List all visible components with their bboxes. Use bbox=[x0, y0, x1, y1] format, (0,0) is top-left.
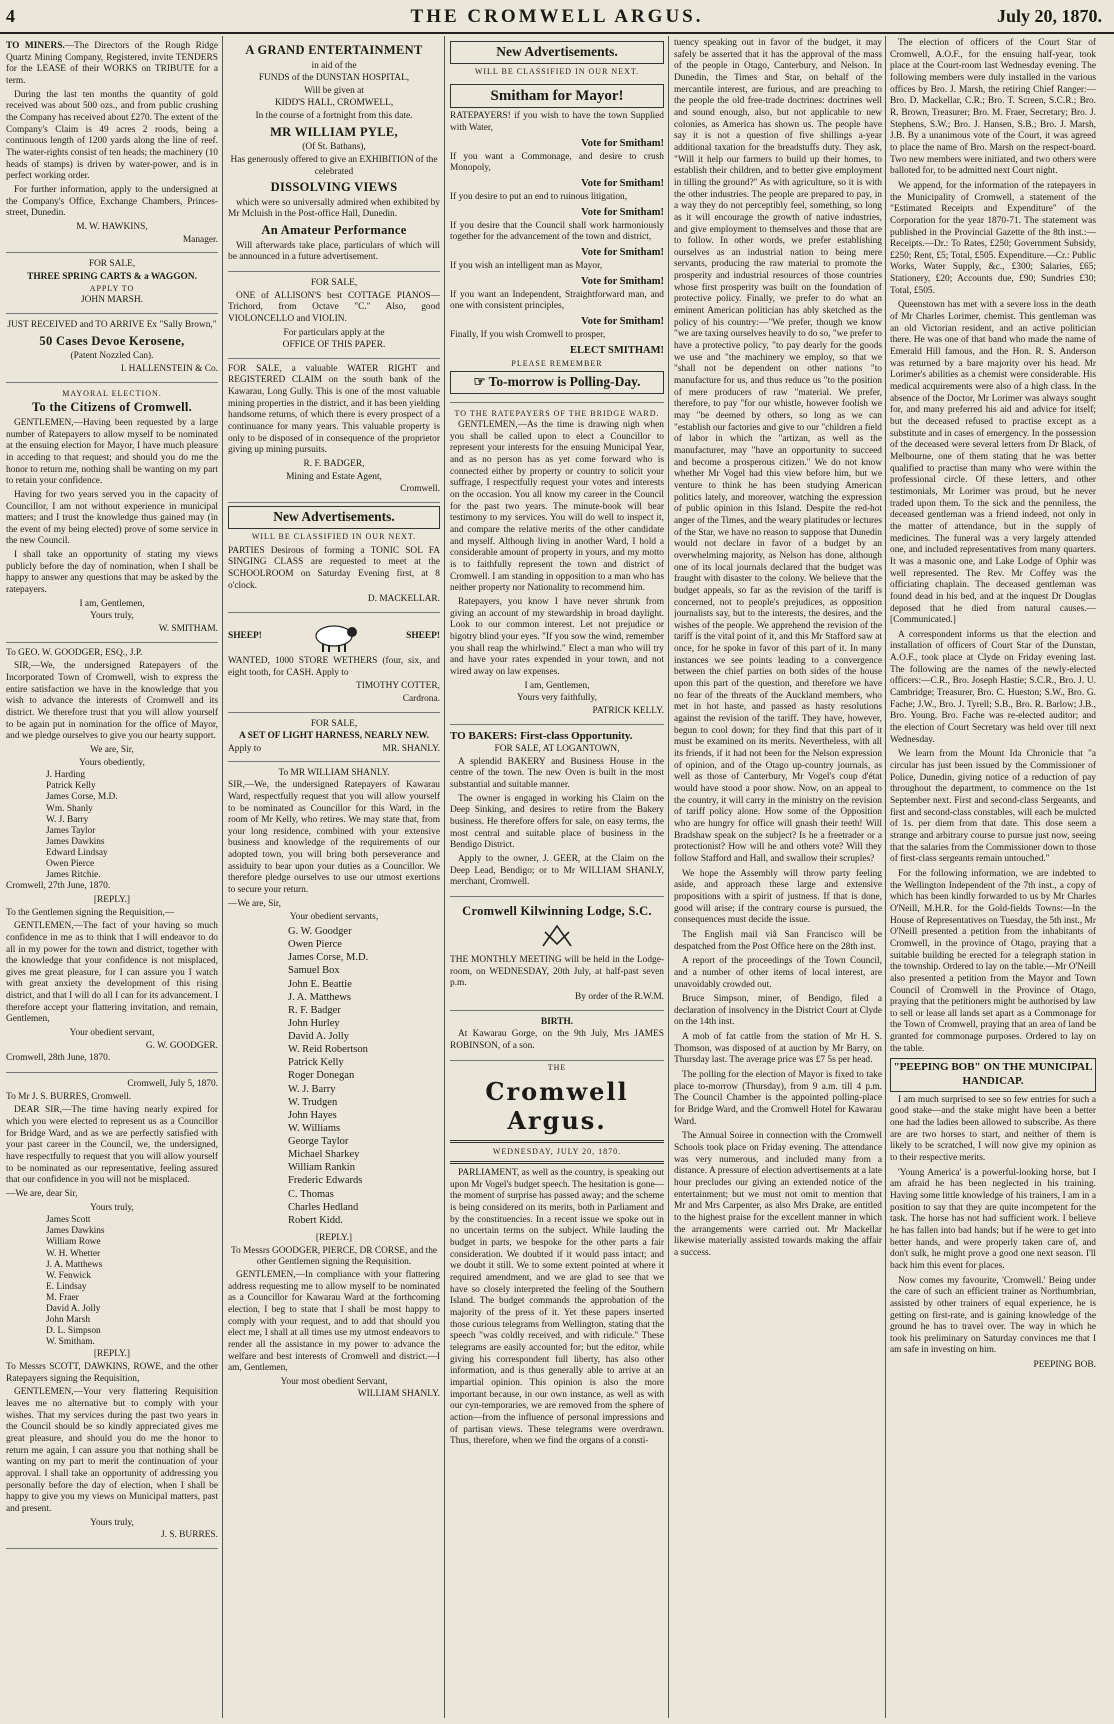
vote-line: Vote for Smitham! bbox=[581, 246, 664, 258]
signatory: W. Reid Robertson bbox=[288, 1044, 368, 1056]
entertainment-from: (Of St. Bathans), bbox=[302, 142, 366, 153]
signatory: W. J. Barry bbox=[288, 1083, 336, 1095]
shanly-para: SIR,—We, the undersigned Ratepayers of Kawarau Ward, respectfully request that you will allow yourself to be nominated as Councillor for this Ward, in the room of Mr Kelly, who retires. We may state that, from your long residence, combined with your extensive business and knowledge of the requirements of our adopted town, you will bring both perseverance and assiduity to bear upon your duties as a Councillor. We therefore pledge ourselves to use our utmost exertions to secure your return. bbox=[228, 780, 440, 896]
reply-3-yours: Your most obedient Servant, bbox=[280, 1376, 388, 1387]
page-number: 4 bbox=[6, 6, 15, 26]
new-advertisements-banner: New Advertisements. bbox=[228, 506, 440, 529]
sheep-right-label: SHEEP! bbox=[406, 631, 440, 642]
double-rule bbox=[450, 1140, 664, 1143]
entertainment-hall: KIDD'S HALL, CROMWELL, bbox=[274, 98, 394, 109]
compass-square-icon bbox=[537, 922, 577, 950]
new-advertisements-sub: WILL BE CLASSIFIED IN OUR NEXT. bbox=[474, 66, 640, 76]
signatory: Patrick Kelly bbox=[288, 1057, 344, 1069]
citizens-signature: W. SMITHAM. bbox=[158, 624, 218, 635]
signatory: Roger Donegan bbox=[288, 1070, 355, 1082]
signatory: David A. Jolly bbox=[288, 1031, 349, 1043]
signatory: C. Thomas bbox=[288, 1188, 334, 1200]
vote-line: Vote for Smitham! bbox=[581, 206, 664, 218]
lodge-heading: Cromwell Kilwinning Lodge, S.C. bbox=[462, 904, 652, 919]
bakers-para-3: Apply to the owner, J. GEER, at the Claim on the Deep Lead, Bendigo; or to Mr WILLIAM SHANLY, merchant, Cromwell. bbox=[450, 854, 664, 888]
kerosene-signature: I. HALLENSTEIN & Co. bbox=[120, 363, 218, 374]
vote-line: Vote for Smitham! bbox=[581, 275, 664, 287]
entertainment-performer: MR WILLIAM PYLE, bbox=[270, 124, 398, 139]
vote-line: Vote for Smitham! bbox=[581, 177, 664, 189]
bridge-ward-para-2: Ratepayers, you know I have never shrunk from giving an account of my stewardship in broad daylight. Look to our common interest. Let not prejudice or bigotry blind your eyes. "If you sow the wind, remember you shall reap the whirlwind." Elect a man who will try and have your rates expended in your town, and not wired away on law expenses. bbox=[450, 596, 664, 677]
goodger-date: Cromwell, 27th June, 1870. bbox=[6, 881, 111, 892]
goodger-requisition bbox=[6, 645, 218, 1073]
birth-notice bbox=[450, 1013, 664, 1061]
reply-1-para: GENTLEMEN,—The fact of your having so much confidence in me as to think that I will endeavor to do all in my power for the town and district, together with the knowledge that your confidence is not misplaced, gives me great pleasure, for I can assure you I watch with great anxiety the development of this rising district, and that I will do all I can for its advancement. I therefore accept your flattering invitation, and remain, Gentlemen, bbox=[6, 921, 218, 1025]
miners-signature: M. W. HAWKINS, bbox=[76, 221, 148, 232]
signatory: W. H. Whetter bbox=[46, 1248, 101, 1259]
harness-heading: FOR SALE, bbox=[310, 718, 358, 729]
signatory: James Ritchie. bbox=[46, 870, 101, 881]
signatory: William Rankin bbox=[288, 1162, 355, 1174]
signatory: J. A. Matthews bbox=[288, 991, 351, 1003]
signatory: John Hurley bbox=[288, 1017, 340, 1029]
bakers-sale: FOR SALE, AT LOGANTOWN, bbox=[494, 744, 620, 755]
signatory: Samuel Box bbox=[288, 965, 340, 977]
handicap-para-2: 'Young America' is a powerful-looking horse, but I am afraid he has been neglected in his training. Having some little knowledge of his trainers, I am in a position to say that they are quite incompetent for the task. The horse has not had sufficient work. I believe he has fallen into bad hands; but if he were to get into better hands, and were properly taken care of, and don't sulk, he might prove a good one next season. I'll back him this event for places. bbox=[890, 1167, 1096, 1271]
miners-heading: TO MINERS. bbox=[6, 41, 65, 51]
news-item: Queenstown has met with a severe loss in the death of Mr Charles Lorimer, chemist. This gentleman was an old Victorian resident, and an active politician there. He was one of that band who made the name of Emerald Hill famous, and the Hon. R. S. Anderson was returned by a bare majority over his head. Mr Lorimer's abilities as a chemist were considerable. His medical acquirements were also of a high class. In the absence of the Doctor, Mr Lorimer was always sought for, and many preferred his aid and advice for itself; but the deceased refused to practise except as a substitute and in cases of emergency. In the possession of the deceased were several letters from Dr Black, of Melbourne, one of them stating that he was better qualified to practise than many who were within the professional circle. Of these letters, and other testimonials, Mr Lorimer was proud, but he never traded upon them. To the sick and the penniless, the deceased gentleman was a friend indeed, not only in the matter of attendance, but in the supply of medicines. The funeral was a very largely attended one, and included representatives from many quarters. It was a masonic one, and Lake Lodge of Ophir was well represented. The Rev. Mr Coffey was the officiating chaplain. The deceased gentleman was found dead in his bed, and at the inquest Dr Douglas deposed that he died from natural causes.—[Communicated.] bbox=[890, 300, 1096, 626]
dissolving-views: DISSOLVING VIEWS bbox=[270, 180, 398, 195]
sheep-row bbox=[228, 618, 440, 656]
amateur-performance: An Amateur Performance bbox=[261, 223, 407, 238]
double-rule bbox=[450, 1161, 664, 1164]
column-rule bbox=[222, 36, 223, 1718]
column-5 bbox=[890, 38, 1096, 1718]
signatory: David A. Jolly bbox=[46, 1304, 101, 1315]
handicap-para-1: I am much surprised to see so few entries for such a good stake—and the stake might have been a better one had the ladies been allowed to subscribe. As there are are two horses to start, and neither of them is likely to be scratched, I will now give my opinion as to their respective merits. bbox=[890, 1094, 1096, 1163]
signatory: William Rowe bbox=[46, 1237, 101, 1248]
reply-2-signature: J. S. BURRES. bbox=[160, 1530, 218, 1541]
news-item: The election of officers of the Court Star of Cromwell, A.O.F., for the ensuing half-year, took place at the Court-room last Wednesday evening. The following members were duly installed in the various offices by Bro. J. Marsh, the retiring Chief Ranger:—Bro. D. Mackellar, C.R.; Bro. T. Screen, S.C.R.; Bro. R. Brown, Treasurer; Bro. M. Fraer, Secretary; Bro. J. Stephens, S.W.; Bro. J. Hansen, S.B.; Bro. J. Marsh, J.B. By a unanimous vote of the Court, it was agreed to place the name of Bro. Marsh on the respect-board. Two new members were initiated, and two others were balloted for, to be admitted next Court night. bbox=[890, 38, 1096, 177]
signatory: George Taylor bbox=[288, 1136, 349, 1148]
harness-advert bbox=[228, 715, 440, 762]
elect-smitham: ELECT SMITHAM! bbox=[569, 344, 664, 356]
citizens-heading: To the Citizens of Cromwell. bbox=[31, 400, 193, 415]
lodge-order: By order of the R.W.M. bbox=[575, 992, 664, 1003]
editorial-continued: tuency speaking out in favor of the budget, it may safely be asserted that it has the approval of the mass of the people in Otago, Canterbury, and Nelson. In Dunedin, the Times and Star, on behalf of the mercantile interest, are furious, and are preaching to the people the old free-trade doctrines: doctrines well and sound enough, also, but not applicable to new colonies, as America has shown us. The people have say it is not a question of five shillings a-year additional taxation for the breadstuffs duty. They ask, "Will it help our farmers to build up their homes, to establish their children, and to better give employment in tilling the ground?" As with agriculture, so it is with the other industries. The people are prepared to pay, in a way they do not perceptibly feel, something, so long as it will encourage the growth of native industries, and give employment to themselves and those that are to follow. In other words, we prefer establishing ourselves as an industrial nation to being mere servants, producing the raw material to promote the prosperity and industrial resources of those countries whose first prosperity was built on the foundation of protective policy. Finally, we prefer to do what an eminent American politician has ably sketched as the policy of his country:—"We prefer, though we know "we are taxing ourselves heavily to do so, "we prefer to have a protective policy, "to pay dearly for the goods we use and "the machinery we employ, so that we "shall not be dependent on other nations "to manufacture for us, and thus reduce us "to the position of mere producers of raw "material. We prefer, therefore, to pay "for our whistle, however foolish we may "be deemed by others, so long as we can "establish our factories and give to our "children a field of labor in which the "artizan, as well as the manufacturer, may "have an opportunity to succeed and become a prosperous citizen." We do not know whether Mr Vogel had this view before him, but we venture to think he has been studying American politics lately, and moreover, watching the expression of public opinion in this Island. Despite the red-hot anger of the Times, and the weary platitudes or lectures of the Star, we have no reason to suppose that Dunedin would not declare in favor of a budget by an overwhelming majority, as Nelson has done, although one of its local journals declared that the budget was fraught with disaster to the colony. We believe that the budget appeals, so far as the revision of the tariff is concerned, not to people's prejudices, as opposition journalists say, but to the interests, the desires, and the wishes of the people. We apprehend the revision of the tariff is the vital point of it, and this Mr Stafford saw at once, for he spoke in favor of this part of it. In many instances we see points leading to a convergence between the chief parties on both sides of the house upon this part of the question, and therefore we have no fear of the threats of the Auckland members, who met in hot haste, and passed as hasty resolutions against the revision of the tariff. They have, however, begun to cool down; for they find that this part of it must be examined on its merits. Nevertheless, with all its friends, if it had not been for the Nelson expression of opinion, and of the Otago up-country journals, as well as those of Canterbury, Mr Vogel's coup d'état would have stood a poor show. Now, on an appeal to the country, it will carry in the ministry on the revision of tariff policy alone. How some of the Opposition who are hungry for office will gnash their teeth! Will Bradshaw speak on the subject? Is he a freetrader or a protectionist? How will he and others vote? Will they follow Stafford and Hall, and swallow their scruples? bbox=[674, 38, 882, 864]
entertainment-para-3: Will afterwards take place, particulars of which will be announced in a future advertisement. bbox=[228, 240, 440, 263]
signatory: W. Trudgen bbox=[288, 1096, 338, 1108]
mayoral-election: MAYORAL ELECTION. bbox=[62, 388, 162, 398]
reply-1-date: Cromwell, 28th June, 1870. bbox=[6, 1053, 111, 1064]
smitham-advert bbox=[450, 78, 664, 404]
vote-line: Vote for Smitham! bbox=[581, 315, 664, 327]
smitham-line: If you desire to put an end to ruinous litigation, bbox=[450, 191, 628, 202]
news-item: A report of the proceedings of the Town Council, and a number of other items of local interest, are unavoidably crowded out. bbox=[674, 956, 882, 990]
carts-apply: APPLY TO bbox=[89, 284, 135, 294]
new-advertisements-banner: New Advertisements. bbox=[450, 41, 664, 64]
editorial-close: We hope the Assembly will throw party feeling aside, and approach these large and extensive propositions with a spirit of justness. If that is done, good will arise; if the contrary course is pursued, the consequences must decide the issue. bbox=[674, 868, 882, 926]
reply-1-to: To the Gentlemen signing the Requisition,— bbox=[6, 907, 175, 918]
burres-to: To Mr J. S. BURRES, Cromwell. bbox=[6, 1091, 132, 1102]
entertainment-heading: A GRAND ENTERTAINMENT bbox=[245, 43, 423, 57]
wethers-place: Cardrona. bbox=[402, 693, 440, 704]
entertainment-aid: in aid of the bbox=[311, 60, 357, 71]
reply-2-heading: [REPLY.] bbox=[93, 1349, 131, 1360]
solfa-para: PARTIES Desirous of forming a TONIC SOL FA SINGING CLASS are requested to meet at the SCHOOLROOM on Saturday Evening first, at 8 o'clock. bbox=[228, 545, 440, 591]
wethers-advert bbox=[228, 615, 440, 713]
water-right-advert bbox=[228, 361, 440, 503]
piano-office: OFFICE OF THIS PAPER. bbox=[282, 340, 386, 351]
new-advertisements-sub: WILL BE CLASSIFIED IN OUR NEXT. bbox=[251, 531, 417, 541]
reply-3-heading: [REPLY.] bbox=[315, 1232, 353, 1243]
signatory: Robert Kidd. bbox=[288, 1214, 343, 1226]
smitham-heading: Smitham for Mayor! bbox=[450, 84, 664, 109]
reply-2-to: To Messrs SCOTT, DAWKINS, ROWE, and the other Ratepayers signing the Requisition, bbox=[6, 1362, 218, 1384]
column-rule bbox=[885, 36, 886, 1718]
signatory: W. Smitham. bbox=[46, 1337, 95, 1348]
issue-date: July 20, 1870. bbox=[996, 6, 1102, 26]
wethers-name: TIMOTHY COTTER, bbox=[355, 681, 440, 692]
miners-para-3: For further information, apply to the undersigned at the Company's Office, Exchange Chambers, Princes-street, Dunedin. bbox=[6, 184, 218, 219]
signatory: James Dawkins bbox=[46, 1226, 105, 1237]
sheep-left-label: SHEEP! bbox=[228, 631, 262, 642]
smitham-line: If you want an Independent, Straightforward man, and one with consistent principles, bbox=[450, 289, 664, 312]
signatory: John E. Beattie bbox=[288, 978, 352, 990]
water-right-para: FOR SALE, a valuable WATER RIGHT and REGISTERED CLAIM on the south bank of the Kawarau, Long Gully. This is one of the most valuable mining properties in the district, and it has been yielding handsome returns, of which there is every prospect of a continuance for many years. This valuable property is only to be disposed of in consequence of the proprietor giving up mining pursuits. bbox=[228, 363, 440, 456]
news-item: Bruce Simpson, miner, of Bendigo, filed a declaration of insolvency in the District Court at Clyde on the 14th inst. bbox=[674, 994, 882, 1028]
entertainment-given: Will be given at bbox=[304, 85, 364, 96]
kerosene-text: JUST RECEIVED and TO ARRIVE Ex "Sally Brown," bbox=[7, 320, 217, 331]
entertainment-when: In the course of a fortnight from this date. bbox=[255, 111, 413, 122]
signatory: E. Lindsay bbox=[46, 1281, 87, 1292]
signatory: W. Williams bbox=[288, 1122, 341, 1134]
harness-apply-row bbox=[228, 744, 440, 756]
citizens-yours: Yours truly, bbox=[90, 611, 134, 622]
bakers-advert bbox=[450, 727, 664, 898]
birth-heading: BIRTH. bbox=[540, 1016, 574, 1027]
burres-signatories bbox=[6, 1215, 218, 1348]
water-right-role: Mining and Estate Agent, bbox=[286, 471, 382, 482]
news-item: A mob of fat cattle from the station of Mr H. S. Thomson, was disposed of at auction by Mr Barry, on Thursday last. The average price was £7 5s per head. bbox=[674, 1032, 882, 1066]
polling-day-banner: ☞ To-morrow is Polling-Day. bbox=[450, 371, 664, 394]
carts-text: THREE SPRING CARTS & a WAGGON. bbox=[27, 271, 197, 282]
entertainment-funds: FUNDS of the DUNSTAN HOSPITAL, bbox=[258, 73, 410, 84]
citizens-close: I am, Gentlemen, bbox=[79, 598, 145, 609]
carts-heading: FOR SALE, bbox=[88, 259, 136, 270]
goodger-to: To GEO. W. GOODGER, ESQ., J.P. bbox=[6, 647, 143, 658]
goodger-we: We are, Sir, bbox=[90, 744, 134, 755]
column-3 bbox=[450, 38, 664, 1718]
citizens-para-2: Having for two years served you in the capacity of Councillor, I am not without experience in municipal matters; and I trust the knowledge thus gained may (in the event of my being elected) prove of some service in the new Council. bbox=[6, 489, 218, 547]
signatory: Frederic Edwards bbox=[288, 1175, 363, 1187]
column-1 bbox=[6, 38, 218, 1718]
signatory: James Taylor bbox=[46, 825, 96, 836]
kerosene-heading: 50 Cases Devoe Kerosene, bbox=[39, 333, 185, 348]
burres-date: Cromwell, July 5, 1870. bbox=[127, 1079, 218, 1090]
goodger-para: SIR,—We, the undersigned Ratepayers of the Incorporated Town of Cromwell, wish to express the entire satisfaction we have in the knowledge that you wish to advance the interests of Cromwell and its district. We therefore trust that you will allow yourself to be again put in nomination for the office of Mayor, and we pledge ourselves to give you our hearty support. bbox=[6, 661, 218, 742]
citizens-para-3: I shall take an opportunity of stating my views publicly before the day of nomination, when I shall be happy to answer any questions that may be asked by the ratepayers. bbox=[6, 550, 218, 596]
smitham-line: If you wish an intelligent man as Mayor, bbox=[450, 260, 603, 271]
piano-advert bbox=[228, 274, 440, 359]
bakers-para-1: A splendid BAKERY and Business House in the centre of the town. The new Oven is built in the most substantial and suitable manner. bbox=[450, 756, 664, 791]
bridge-ward-to: TO THE RATEPAYERS OF THE BRIDGE WARD. bbox=[454, 409, 660, 419]
handicap-signature: PEEPING BOB. bbox=[1033, 1360, 1096, 1371]
reply-1-signature: G. W. GOODGER. bbox=[145, 1040, 218, 1051]
signatory: J. A. Matthews bbox=[46, 1259, 103, 1270]
reply-1-yours: Your obedient servant, bbox=[69, 1028, 155, 1039]
piano-para: ONE of ALLISON'S best COTTAGE PIANOS—Trichord, from Octave "C." Also, good VIOLONCELLO and VIOLIN. bbox=[228, 290, 440, 324]
harness-apply: Apply to bbox=[228, 743, 262, 754]
carts-name: JOHN MARSH. bbox=[81, 295, 143, 306]
column-4 bbox=[674, 38, 882, 1718]
wethers-para: WANTED, 1000 STORE WETHERS (four, six, and eight tooth, for CASH. Apply to bbox=[228, 655, 440, 678]
news-item: The polling for the election of Mayor is fixed to take place to-morrow (Thursday), from 9 a.m. till 4 p.m. The Council Chamber is the appointed polling-place for Bridge Ward, and the Cromwell Hotel for Kawarau Ward. bbox=[674, 1070, 882, 1127]
bridge-ward-advert bbox=[450, 405, 664, 724]
handicap-heading: "PEEPING BOB" ON THE MUNICIPAL HANDICAP. bbox=[890, 1058, 1096, 1091]
burres-para: DEAR SIR,—The time having nearly expired for which you were elected to represent us as a Councillor for Bridge Ward, and as we are perfectly satisfied with your past career in the Council, we, the undersigned, have respectfully to request that you will allow yourself to be nominated as our representative, feeling assured that our confidence in you will not be misplaced. bbox=[6, 1105, 218, 1186]
reply-1-heading: [REPLY.] bbox=[93, 894, 131, 905]
signatory: James Corse, M.D. bbox=[46, 792, 118, 803]
piano-apply: For particulars apply at the bbox=[283, 327, 385, 338]
column-2 bbox=[228, 38, 440, 1718]
signatory: R. F. Badger bbox=[288, 1004, 341, 1016]
column-rule bbox=[668, 36, 669, 1718]
entertainment-advert bbox=[228, 38, 440, 272]
editorial-masthead bbox=[450, 1063, 664, 1164]
news-item: We learn from the Mount Ida Chronicle that "a circular has just been issued by the Commissioner of Police, Dunedin, giving notice of a reduction of pay throughout the department, to commence on the 1st September next. First and second-class Sergeants, and first and second-class constables, will each be mulcted of 1s. per diem from that date. This dose seem a strange and arbitrary course to pursue just now, seeing that the salaries from the Commissioner down to those of first-class sergeants remain untouched." bbox=[890, 749, 1096, 865]
reply-2-para: GENTLEMEN,—Your very flattering Requisition leaves me no alternative but to comply with your wishes. That my services during the past two years in the Council should be so kindly appreciated gives me great pleasure, and should you do me the honor to return me again, I can assure you that nothing shall be wanting on my part to merit the continuation of your approval. I shall take an opportunity of addressing you personally before the day of election, when I shall be happy to give you my views on Municipal matters, past and present. bbox=[6, 1387, 218, 1514]
shanly-we: —We are, Sir, bbox=[228, 898, 282, 909]
lodge-para: THE MONTHLY MEETING will be held in the Lodge-room, on WEDNESDAY, 20th July, at half-past seven p.m. bbox=[450, 955, 664, 989]
signatory: W. J. Barry bbox=[46, 814, 89, 825]
paper-date: WEDNESDAY, JULY 20, 1870. bbox=[492, 1147, 622, 1157]
signatory: G. W. Goodger bbox=[288, 926, 352, 938]
reply-3-to: To Messrs GOODGER, PIERCE, DR CORSE, and the other Gentlemen signing the Requisition. bbox=[230, 1245, 438, 1268]
signatory: James Scott bbox=[46, 1215, 91, 1226]
bridge-ward-signature: PATRICK KELLY. bbox=[592, 705, 664, 716]
signatory: Michael Sharkey bbox=[288, 1149, 360, 1161]
smitham-final: Finally, If you wish Cromwell to prosper, bbox=[450, 329, 606, 340]
entertainment-offer: Has generously offered to give an EXHIBITION of the celebrated bbox=[230, 154, 438, 177]
miners-para-1: —The Directors of the Rough Ridge Quartz Mining Company, Registered, invite TENDERS for the LEASE of their WORKS on TRIBUTE for a term. bbox=[6, 41, 218, 86]
water-right-signature: R. F. BADGER, bbox=[303, 459, 365, 470]
bridge-ward-close: I am, Gentlemen, bbox=[524, 680, 590, 691]
kerosene-patent: (Patent Nozzled Can). bbox=[70, 351, 154, 362]
news-item: A correspondent informs us that the election and installation of officers of Court Star of the Dunstan, A.O.F., took place at Clyde on Friday evening last. The following are the names of the newly-elected officers:—C.R., Bro. Joseph Hastie; S.C.R., Bro. J. U. Cambridge; Treasurer, Bro. C. Hueston; S.W., Bro. G. Fache; J.W., Bro. J. Tyrell; S.B., Bro. R. Barlow; J.B., Bro. Young. Bro. Fache was re-elected auditor; and the election of Court Secretary was held over till next Wednesday. bbox=[890, 629, 1096, 745]
editorial-para: PARLIAMENT, as well as the country, is speaking out upon Mr Vogel's budget speech. The hesitation is gone—the moment of surprise has passed away; and the scheme is being considered on its merits, both in Parliament and by the constituencies. In a recent issue we spoke out in no uncertain terms on the subject. While lauding the budget in parts, we bespoke for the other parts a fair consideration. We doubted if it would pass intact; and we doubt it still. We to some extent pointed at where it required amendment, and we are glad to see that we have so closely interpreted the feeling of the Southern Island. The budget commands the approbation of the majority of the press of it. Yet these papers inserted those curious telegrams from Wellington, stating that the speech "was coldly received, and with ridicule." These telegrams are easily accounted for; but the editor, while giving his correspondent full liberty, has also other information, and is thus generally able to arrive at an impartial opinion. This opinion is also the more important because, in our own instance, as well as with our cyn-temporaries, we are removed from the sphere of action—from the influence of personal impressions and of partisan views. These telegrams were overdrawn. Thus, therefore, when we find the organs of a consti- bbox=[450, 1168, 664, 1447]
miners-advert bbox=[6, 38, 218, 253]
signatory: D. L. Simpson bbox=[46, 1326, 101, 1337]
reply-3-para: GENTLEMEN,—In compliance with your flattering address requesting me to allow myself to be nominated as a Councillor for Kawarau Ward at the forthcoming election, I beg to state that I shall be most happy to comply with your request, and to add that should you elect me, I shall at all times use my utmost endeavors to render all the assistance in my power to advance the welfare and best interests of Cromwell and district.—I am, Gentlemen, bbox=[228, 1269, 440, 1374]
bridge-ward-yours: Yours very faithfully, bbox=[517, 693, 597, 704]
burres-yours: Yours truly, bbox=[90, 1202, 134, 1213]
signatory: Patrick Kelly bbox=[46, 781, 96, 792]
signatory: M. Fraer bbox=[46, 1292, 79, 1303]
signatory: Owen Pierce bbox=[46, 859, 95, 870]
goodger-signatories bbox=[6, 770, 218, 881]
signatory: Owen Pierce bbox=[288, 939, 342, 951]
burres-we: —We are, dear Sir, bbox=[6, 1188, 78, 1199]
lodge-advert bbox=[450, 899, 664, 1011]
signatory: John Hayes bbox=[288, 1109, 337, 1121]
citizens-advert bbox=[6, 385, 218, 643]
shanly-yours: Your obedient servants, bbox=[289, 912, 379, 923]
miners-role: Manager. bbox=[182, 234, 218, 245]
news-item: For the following information, we are indebted to the Wellington Independent of the 7th inst., a copy of which has been kindly forwarded to us by Mr Charles O'Neill, M.H.R. for the Gold-fields Towns:—In the House of Representatives on Tuesday, the 5th inst., Mr O'Neill presented a petition from the inhabitants of Cromwell, in the province of Otago, praying that a suitable building be erected for a telegraph station in the township. Ordered to lay on the table.—Mr O'Neill also presented a petition from the Mayor and Town Council of Cromwell in the Province of Otago, praying that the petitioners might be authorised by law to sell or lease all lands set apart as a Commonage for the Town of Cromwell, praying that an area of land be granted for commonage purposes. Ordered to lay on the table. bbox=[890, 868, 1096, 1054]
news-item: The Annual Soiree in connection with the Cromwell Schools took place on Friday evening. The attendance was very numerous, and included many from a distance. A pressure of election advertisements at a late hour precludes our giving an extended notice of the entertainment; but we must not omit to mention that Mr and Mrs Carpenter, as also Mrs Drake, are entitled to the highest praise for the excellent manner in which the arrangements were carried out. Mr Mackellar likewise materially assisted towards making the affair a success. bbox=[674, 1131, 882, 1258]
news-item: The English mail viâ San Francisco will be despatched from the Post Office here on the 28th inst. bbox=[674, 929, 882, 952]
signatory: Wm. Shanly bbox=[46, 803, 93, 814]
masonic-emblem-icon bbox=[450, 922, 664, 955]
signatory: W. Fenwick bbox=[46, 1270, 91, 1281]
shanly-signatories bbox=[228, 925, 440, 1227]
reply-2-yours: Yours truly, bbox=[90, 1517, 134, 1528]
harness-name: MR. SHANLY. bbox=[382, 743, 440, 754]
solfa-signature: D. MACKELLAR. bbox=[367, 594, 440, 605]
please-remember: PLEASE REMEMBER bbox=[511, 358, 603, 368]
bridge-ward-para-1: GENTLEMEN,—As the time is drawing nigh when you shall be called upon to elect a Councillor to represent your interests for the ensuing Municipal Year, and as no person has as yet come forward who is connected either by property or country to solicit your suffrage, I respectfully request your votes and interests on the occasion. You all know my career in the Council for the past two years. The minute-book will bear testimony to my services. You will do well to inspect it, and compare the relative merits of the other candidate and myself. Although living in another Ward, I hold a considerable amount of property in yours, and my motto is to faithfully represent the town and district of Cromwell. I am standing in opposition to a man who has neither property nor Nationality to recommend him. bbox=[450, 420, 664, 594]
sheep-icon bbox=[307, 620, 361, 654]
reply-3-signature: WILLIAM SHANLY. bbox=[357, 1389, 440, 1400]
smitham-line: If you want a Commonage, and desire to crush Monopoly, bbox=[450, 151, 664, 174]
handicap-para-3: Now comes my favourite, 'Cromwell.' Being under the care of such an efficient trainer as Northumbrian, assisted by other trainers of equal experience, he is getting on first-rate, and is gaining knowledge of the ground he has to travel over. The way in which he took his preliminary on Saturday convinces me that I am safe in investing on him. bbox=[890, 1275, 1096, 1356]
paper-the: THE bbox=[547, 1062, 567, 1072]
news-item: We append, for the information of the ratepayers in the Municipality of Cromwell, a statement of the "Estimated Receipts and Expenditure" of the Corporation for the year 1870-71. The statement was published in the Provincial Gazette of the 8th inst.:—Receipts.—Dr.: To Rates, £250; Government Subsidy, £250; Rent, £5; Total, £505. Expenditure.—Cr.: Public Works, Water Supply, &c., £300; Salaries, £65; Stationery, £20; Accounts due, £90; Sundries £30; Total, £505. bbox=[890, 180, 1096, 296]
signatory: Charles Hedland bbox=[288, 1201, 359, 1213]
paper-title: Cromwell Argus. bbox=[485, 1076, 629, 1136]
shanly-to: To MR WILLIAM SHANLY. bbox=[278, 767, 390, 778]
newspaper-title: THE CROMWELL ARGUS. bbox=[410, 6, 704, 27]
water-right-place: Cromwell. bbox=[400, 484, 440, 495]
citizens-para-1: GENTLEMEN,—Having been requested by a large number of Ratepayers to allow myself to be nominated at the ensuing election for Mayor, I have much pleasure in acceding to that request; and should you do me the honor to return me, nothing shall be wanting on my part to retain your confidence. bbox=[6, 417, 218, 487]
vote-line: Vote for Smitham! bbox=[581, 137, 664, 149]
smitham-line: RATEPAYERS! if you wish to have the town Supplied with Water, bbox=[450, 111, 664, 133]
signatory: Edward Lindsay bbox=[46, 847, 108, 858]
signatory: James Dawkins bbox=[46, 836, 105, 847]
goodger-yours: Yours obediently, bbox=[79, 757, 145, 768]
bakers-para-2: The owner is engaged in working his Claim on the Deep Sinking, and desires to retire from the Bakery business. He therefore offers for sale, on easy terms, the most central and suitable place of business in the Bendigo District. bbox=[450, 793, 664, 851]
signatory: James Corse, M.D. bbox=[288, 952, 369, 964]
carts-advert bbox=[6, 255, 218, 314]
miners-para-2: During the last ten months the quantity of gold received was about 500 ozs., and from public crushing the Company has received about £270. The extent of the Company's Claim is 49 acres 2 roods, being a continuous length of 1200 yards along the line of reef. The water-rights consist of ten heads; the machinery (10 heads of stamps) is driven by water-power, and is in perfect working order. bbox=[6, 89, 218, 182]
signatory: John Marsh bbox=[46, 1315, 91, 1326]
birth-para: At Kawarau Gorge, on the 9th July, Mrs JAMES ROBINSON, of a son. bbox=[450, 1029, 664, 1052]
signatory: J. Harding bbox=[46, 770, 86, 781]
harness-para: A SET OF LIGHT HARNESS, NEARLY NEW. bbox=[239, 731, 429, 742]
shanly-requisition bbox=[228, 764, 440, 1408]
smitham-line: If you desire that the Council shall work harmoniously together for the advancement of the town and district, bbox=[450, 220, 664, 243]
entertainment-para-2: which were so universally admired when exhibited by Mr Mcluish in the Post-office Hall, Dunedin. bbox=[228, 197, 440, 220]
masthead bbox=[0, 0, 1114, 34]
column-rule bbox=[444, 36, 445, 1718]
solfa-advert bbox=[228, 543, 440, 613]
kerosene-advert bbox=[6, 316, 218, 382]
bakers-heading: TO BAKERS: First-class Opportunity. bbox=[450, 729, 633, 742]
burres-requisition bbox=[6, 1075, 218, 1549]
piano-heading: FOR SALE, bbox=[310, 277, 358, 288]
